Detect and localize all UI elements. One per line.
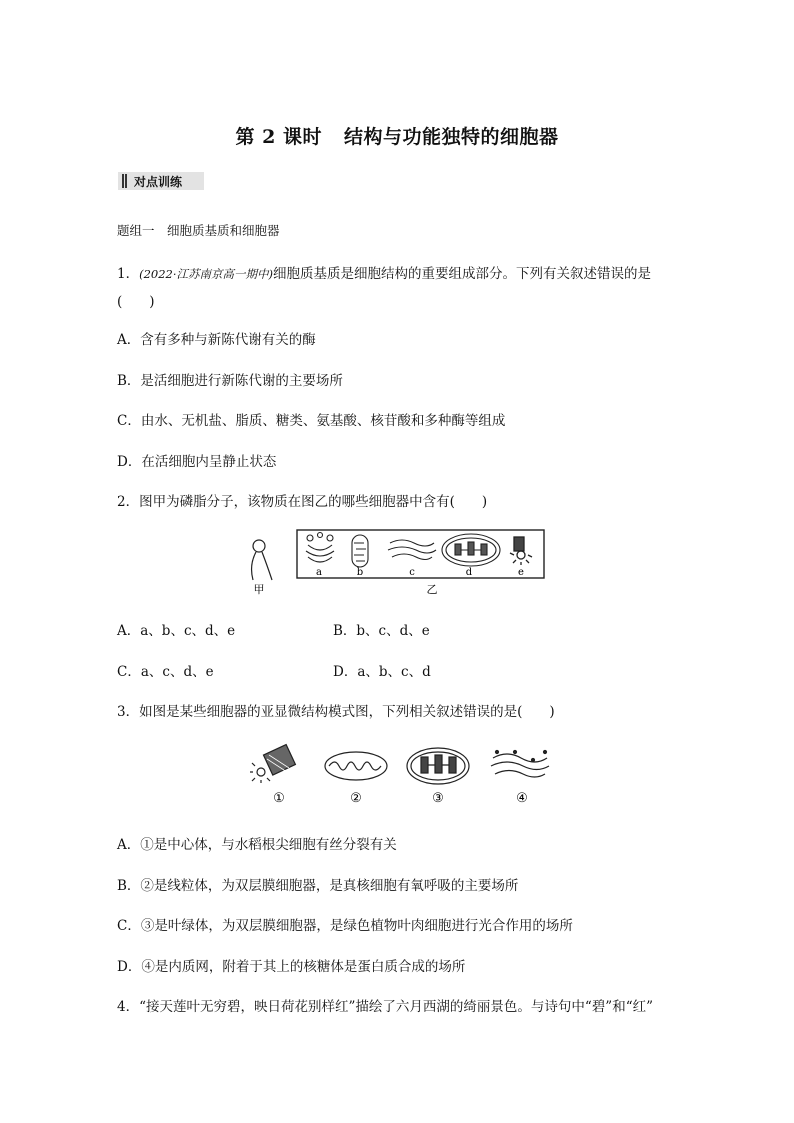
q2-option-a: A．a、b、c、d、e	[117, 623, 236, 639]
lesson-number: 第 2 课时	[235, 126, 322, 148]
mitochondrion-icon	[352, 535, 368, 567]
label-d: d	[465, 567, 473, 578]
q1-source: (2022·江苏南京高一期中)	[139, 267, 273, 281]
label-e: e	[518, 567, 524, 578]
q2-figure	[240, 525, 560, 597]
mitochondrion-icon	[325, 752, 387, 780]
q3-stem: 3．如图是某些细胞器的亚显微结构模式图，下列相关叙述错误的是( )	[117, 704, 555, 720]
q3-option-d: D．④是内质网，附着于其上的核糖体是蛋白质合成的场所	[117, 959, 466, 975]
endoplasmic-reticulum-icon	[491, 751, 549, 778]
label-1: ①	[273, 791, 285, 806]
section-tag	[118, 172, 204, 190]
tag-bars-icon	[122, 174, 127, 188]
label-yi: 乙	[426, 583, 438, 596]
q2-option-b: B．b、c、d、e	[333, 623, 430, 639]
q1-stem: 1．(2022·江苏南京高一期中)细胞质基质是细胞结构的重要组成部分。下列有关叙述错误的是	[117, 266, 651, 282]
q1-option-b: B．是活细胞进行新陈代谢的主要场所	[117, 373, 343, 389]
golgi-apparatus-icon	[306, 533, 334, 563]
label-jia: 甲	[253, 583, 265, 596]
label-b: b	[356, 567, 364, 578]
phospholipid-molecule-icon	[252, 540, 272, 580]
q3-option-c: C．③是叶绿体，为双层膜细胞器，是绿色植物叶肉细胞进行光合作用的场所	[117, 918, 573, 934]
label-4: ④	[516, 791, 528, 806]
label-c: c	[409, 567, 415, 578]
q1-blank: ( )	[117, 294, 155, 310]
organelle-box	[297, 530, 544, 578]
q1-option-d: D．在活细胞内呈静止状态	[117, 454, 277, 470]
q2-option-d: D．a、b、c、d	[333, 664, 431, 680]
q1-option-c: C．由水、无机盐、脂质、糖类、氨基酸、核苷酸和多种酶等组成	[117, 413, 506, 429]
page-title	[0, 122, 794, 149]
q2-option-c: C．a、c、d、e	[117, 664, 214, 680]
q4-stem: 4．“接天莲叶无穷碧，映日荷花别样红”描绘了六月西湖的绮丽景色。与诗句中“碧”和“红”	[117, 999, 653, 1015]
q1-option-a: A．含有多种与新陈代谢有关的酶	[117, 332, 316, 348]
q2-stem: 2．图甲为磷脂分子，该物质在图乙的哪些细胞器中含有( )	[117, 494, 488, 510]
chloroplast-icon	[442, 534, 500, 566]
label-a: a	[316, 567, 322, 578]
q3-option-b: B．②是线粒体，为双层膜细胞器，是真核细胞有氧呼吸的主要场所	[117, 878, 519, 894]
chloroplast-icon	[407, 748, 469, 784]
label-3: ③	[432, 791, 444, 806]
section-tag-label: 对点训练	[134, 175, 183, 189]
centrosome-icon	[250, 745, 295, 783]
lesson-title: 结构与功能独特的细胞器	[343, 126, 559, 148]
group-heading: 题组一 细胞质基质和细胞器	[117, 223, 280, 238]
centriole-icon	[510, 537, 532, 565]
endoplasmic-reticulum-icon	[388, 540, 436, 560]
label-2: ②	[350, 791, 362, 806]
q3-figure	[245, 740, 560, 810]
q3-option-a: A．①是中心体，与水稻根尖细胞有丝分裂有关	[117, 837, 397, 853]
